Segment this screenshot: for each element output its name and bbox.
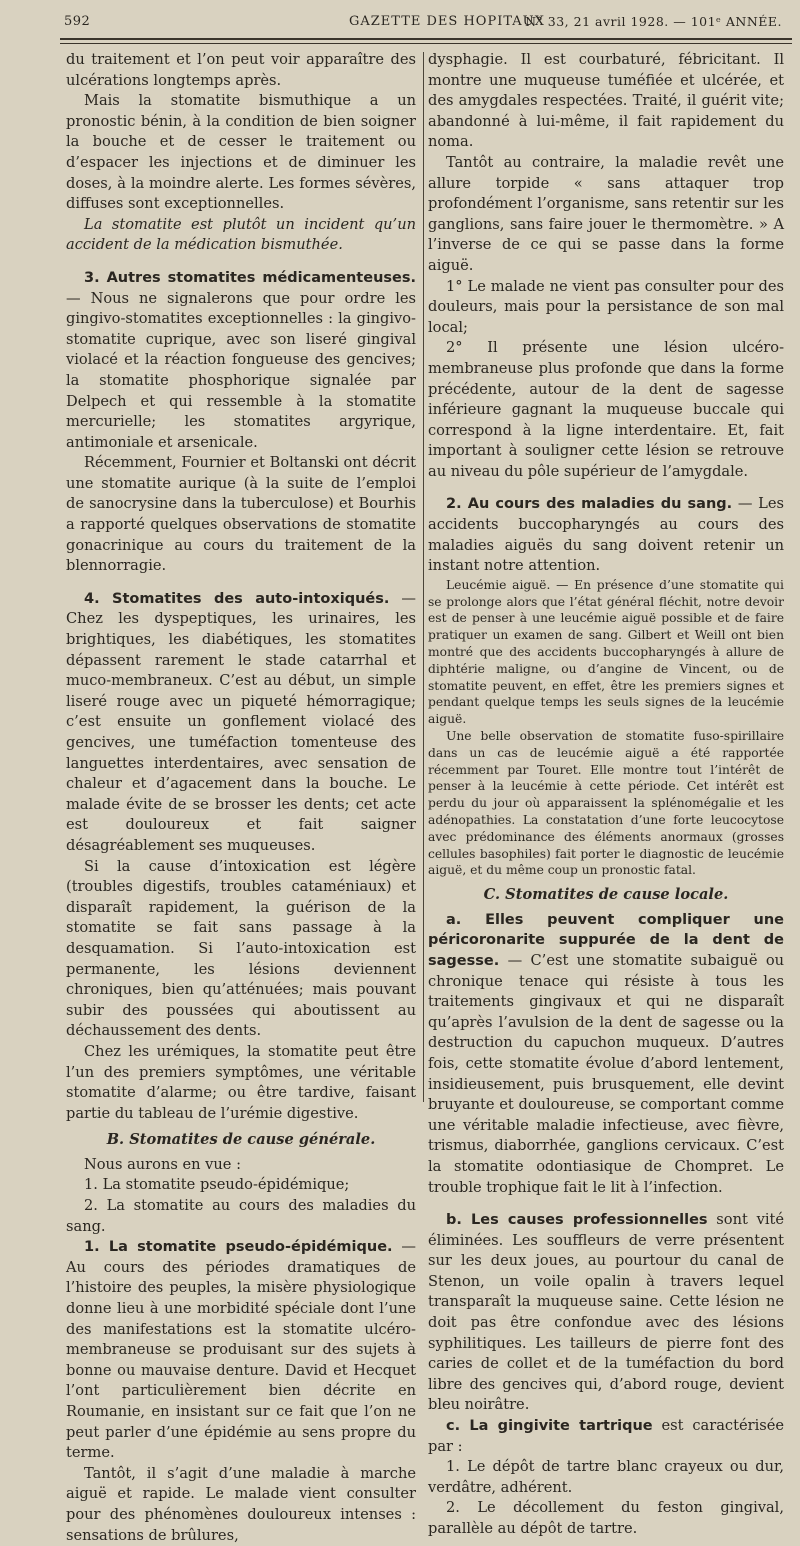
paragraph-text: dysphagie. Il est courbaturé, fébricitant. Il montre une muqueuse tuméfiée et ulcérée, et des amygdales respectées. Traité, il guérit vite; abandonné à lui-même, il fait rapidement du noma. xyxy=(428,51,784,151)
paragraph-text: Si la cause d’intoxication est légère (troubles digestifs, troubles cataméniaux) et disparaît rapidement, la guérison de la stomatite se fait sans passage à la desquamation. Si l’auto-intoxication est permanente, les lésions deviennent chroniques, bien qu’atténuées; mais pouvant subir des poussées qui aboutissent au déchaussement des dents. xyxy=(66,857,416,1040)
paragraph-text: Chez les urémiques, la stomatite peut être l’un des premiers symptômes, une véritable stomatite d’alarme; ou être tardive, faisant partie du tableau de l’urémie digestive. xyxy=(66,1042,416,1122)
paragraph-text: Mais la stomatite bismuthique a un pronostic bénin, à la condition de bien soigner la bouche et de cesser le traitement ou d’espacer les injections et de diminuer les doses, à la moindre alerte. Les formes sévères, diffuses sont exceptionnelles. xyxy=(66,92,416,213)
running-header xyxy=(64,12,790,36)
paragraph-text: sont vité éliminées. Les souffleurs de verre présentent sur les deux joues, au pourtour du canal de Stenon, un voile opalin à travers lequel transparaît la muqueuse saine. Cette lésion ne doit pas être confondue avec des lésions syphilitiques. Les tailleurs de pierre font des caries de collet et de la tuméfaction du bord libre des gencives qui, d’abord rouge, devient bleu noirâtre. xyxy=(428,1211,784,1414)
section-subheading: B. Stomatites de cause générale. xyxy=(106,1131,376,1149)
paragraph-heading: 2. Au cours des maladies du sang. xyxy=(446,496,733,513)
paragraph-text: 1. La stomatite pseudo-épidémique; xyxy=(84,1176,350,1194)
paragraph-text: Leucémie aiguë. — En présence d’une stomatite qui se prolonge alors que l’état général fléchit, notre devoir est de penser à une leucémie aiguë possible et de faire pratiquer un examen de sang. Gilbert et Weill ont bien montré que des accidents buccopharyngés à allure de diphtérie maligne, ou d’angine de Vincent, ou de stomatite peuvent, en effet, être les premiers signes et pendant quelque temps les seuls signes de la leucémie aiguë. xyxy=(428,577,784,727)
paragraph xyxy=(66,1464,416,1546)
paragraph-text: — Nous ne signalerons que pour ordre les gingivo-stomatites exceptionnelles : la gingivo-stomatite cuprique, avec son liseré gingival violacé et la réaction fongueuse des gencives; la stomatite phosphorique signalée par Delpech et qui ressemble à la stomatite mercurielle; les stomatites argyrique, antimoniale et arsenicale. xyxy=(66,289,416,451)
paragraph xyxy=(66,1175,416,1196)
paragraph-text: 2° Il présente une lésion ulcéro-membraneuse plus profonde que dans la forme précédente, autour de la dent de sagesse inférieure gagnant la muqueuse buccale qui correspond à la ligne interdentaire. Et, fait important à souligner cette lésion se retrouve au niveau du pôle supérieur de l’amygdale. xyxy=(428,339,784,480)
paragraph xyxy=(428,1457,784,1498)
paragraph-text: 1. Le dépôt de tartre blanc crayeux ou dur, verdâtre, adhérent. xyxy=(428,1458,784,1496)
paragraph-gap xyxy=(66,256,416,268)
paragraph xyxy=(428,577,784,728)
right-column xyxy=(428,50,784,1540)
paragraph xyxy=(428,1416,784,1457)
paragraph xyxy=(428,277,784,339)
paragraph xyxy=(428,728,784,879)
header-rule-thin xyxy=(60,43,792,44)
issue-date: N° 33, 21 avril 1928. — 101ᵉ ANNÉE. xyxy=(525,14,782,29)
column-divider xyxy=(423,52,424,1102)
paragraph xyxy=(66,453,416,577)
paragraph-text: Une belle observation de stomatite fuso-spirillaire dans un cas de leucémie aiguë a été rapportée récemment par Touret. Elle montre tout l’intérêt de penser à la leucémie à cette période. Cet intérêt est perdu du jour où apparaissent la splénomégalie et les adénopathies. La constatation d’une forte leucocytose avec prédominance des éléments anormaux (grosses cellules basophiles) fait porter le diagnostic de leucémie aiguë, et du même coup un pronostic fatal. xyxy=(428,729,784,878)
paragraph-heading: 4. Stomatites des auto-intoxiqués. xyxy=(84,590,390,607)
paragraph xyxy=(428,494,784,576)
paragraph-gap xyxy=(428,1198,784,1210)
paragraph xyxy=(428,50,784,153)
paragraph xyxy=(428,910,784,1198)
paragraph-gap xyxy=(428,482,784,494)
paragraph-text: Tantôt, il s’agit d’une maladie à marche aiguë et rapide. Le malade vient consulter pour des phénomènes douloureux intenses : sensations de brûlures, xyxy=(66,1464,416,1544)
paragraph xyxy=(66,857,416,1042)
paragraph xyxy=(66,1237,416,1464)
paragraph-text: est caractérisée par : xyxy=(428,1417,785,1455)
paragraph-heading: c. La gingivite tartrique xyxy=(446,1418,653,1435)
section-subheading: C. Stomatites de cause locale. xyxy=(483,886,729,904)
header-rule-thick xyxy=(60,38,792,40)
paragraph-text: 1° Le malade ne vient pas consulter pour des douleurs, mais pour la persistance de son mal local; xyxy=(428,277,784,336)
paragraph xyxy=(428,153,784,277)
paragraph-text: La stomatite est plutôt un incident qu’un accident de la médication bismuthée. xyxy=(66,215,416,254)
paragraph xyxy=(66,1196,416,1237)
paragraph xyxy=(66,215,416,256)
paragraph-text: Récemment, Fournier et Boltanski ont décrit une stomatite aurique (à la suite de l’emploi de sanocrysine dans la tuberculose) et Bourhis a rapporté quelques observations de stomatite gonacrinique au cours du traitement de la blennorragie. xyxy=(66,454,416,575)
paragraph xyxy=(66,1155,416,1176)
paragraph-text: 2. Le décollement du feston gingival, parallèle au dépôt de tartre. xyxy=(428,1499,784,1537)
paragraph xyxy=(428,1498,784,1539)
paragraph-text: — Chez les dyspeptiques, les urinaires, les brightiques, les diabétiques, les stomatites dépassent rarement le stade catarrhal et muco-membraneux. C’est au début, un simple liseré rouge avec un piqueté hémorragique; c’est ensuite un gonflement violacé des gencives, une tuméfaction tomenteuse des languettes interdentaires, avec sensation de chaleur et d’agacement dans la bouche. Le malade évite de se brosser les dents; cet acte est douloureux et fait saigner désagréablement ses muqueuses. xyxy=(66,589,416,854)
paragraph-gap xyxy=(66,577,416,589)
paragraph-heading: a. Elles peuvent compliquer une péricoronarite suppurée de la dent de sagesse. xyxy=(428,911,784,969)
paragraph xyxy=(66,1042,416,1124)
paragraph-text: 2. La stomatite au cours des maladies du sang. xyxy=(66,1197,416,1235)
paragraph xyxy=(428,1210,784,1416)
left-column xyxy=(66,50,416,1546)
paragraph-heading: b. Les causes professionnelles xyxy=(446,1212,708,1229)
paragraph-text: — Les accidents buccopharyngés au cours des maladies aiguës du sang doivent retenir un instant notre attention. xyxy=(428,495,784,575)
paragraph xyxy=(66,50,416,91)
paragraph-heading: 1. La stomatite pseudo-épidémique. xyxy=(84,1239,393,1256)
paragraph xyxy=(66,268,416,453)
paragraph xyxy=(66,91,416,215)
paragraph-text: — Au cours des périodes dramatiques de l’histoire des peuples, la misère physiologique donne lieu à une morbidité spéciale dont l’une des manifestations est la stomatite ulcéro-membraneuse se produisant sur des sujets à bonne ou mauvaise denture. David et Hecquet l’ont particulièrement bien décrite en Roumanie, en insistant sur ce fait que l’on ne peut parler d’une épidémie au sens propre du terme. xyxy=(66,1238,416,1462)
journal-title: GAZETTE DES HOPITAUX xyxy=(349,14,545,29)
paragraph xyxy=(428,338,784,482)
page-number: 592 xyxy=(64,14,91,29)
paragraph-heading: 3. Autres stomatites médicamenteuses. xyxy=(84,269,416,286)
paragraph-text: Nous aurons en vue : xyxy=(84,1155,241,1173)
paragraph-text: Tantôt au contraire, la maladie revêt une allure torpide « sans attaquer trop profondément l’organisme, sans retentir sur les ganglions, sans faire jouer le thermomètre. » A l’inverse de ce qui se passe dans la forme aiguë. xyxy=(428,153,784,274)
paragraph xyxy=(66,589,416,857)
paragraph-text: — C’est une stomatite subaiguë ou chronique tenace qui résiste à tous les traitements gingivaux et qui ne disparaît qu’après l’avulsion de la dent de sagesse ou la destruction du capuchon muqueux. D’autres fois, cette stomatite évolue d’abord lentement, insidieusement, puis brusquement, elle devint bruyante et douloureuse, se comportant comme une véritable maladie infectieuse, avec fièvre, trismus, diaborrhée, ganglions cervicaux. C’est la stomatite odontiasique de Chompret. Le trouble trophique fait le lit à l’infection. xyxy=(428,951,784,1196)
paragraph-text: du traitement et l’on peut voir apparaître des ulcérations longtemps après. xyxy=(66,51,416,89)
